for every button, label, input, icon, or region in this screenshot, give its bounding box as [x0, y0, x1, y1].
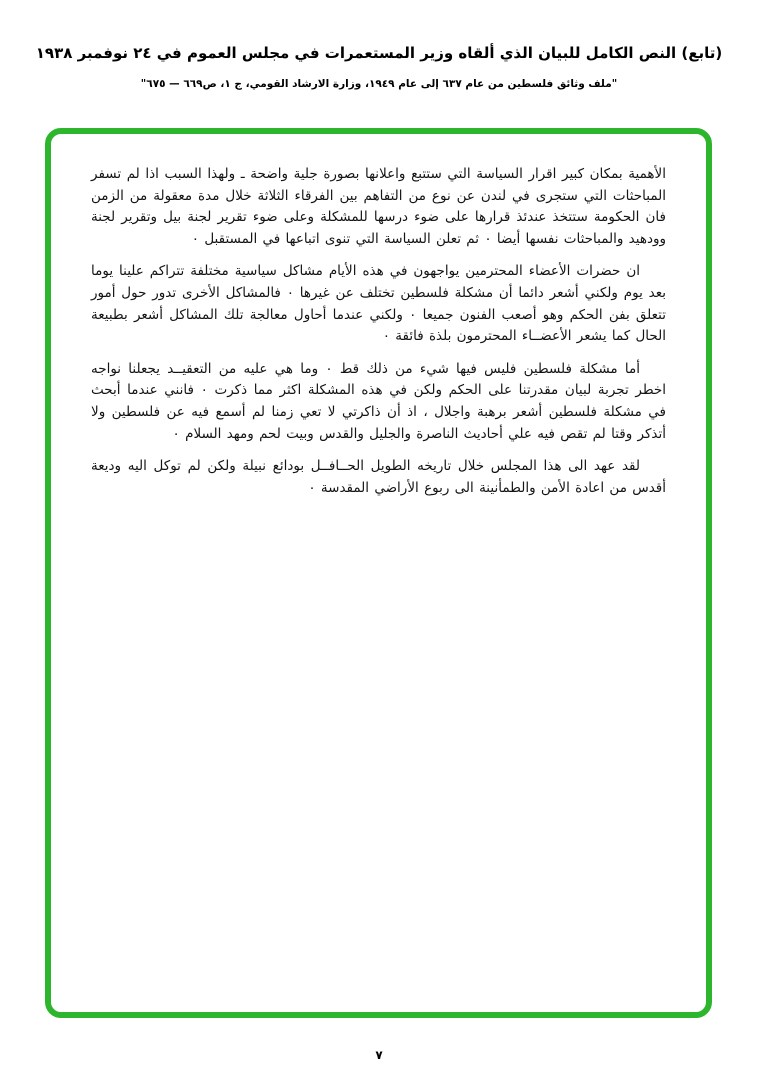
- source-citation: "ملف وثائق فلسطين من عام ٦٣٧ إلى عام ١٩٤٩، وزارة الارشاد القومي، ج ١، ص٦٦٩ — ٦٧٥": [140, 78, 618, 90]
- page-title: (تابع) النص الكامل للبيان الذي ألقاه وزير المستعمرات في مجلس العموم في ٢٤ نوفمبر ١٩٣٨: [35, 44, 723, 62]
- paragraph: ان حضرات الأعضاء المحترمين يواجهون في هذه الأيام مشاكل سياسية مختلفة تتراكم علينا يوما بعد يوم ولكني أشعر دائما أن مشكلة فلسطين تختلف عن غيرها ٠ فالمشاكل الأخرى تدور حول أمور تتعلق بفن الحكم وهو أصعب الفنون جميعا ٠ ولكني عندما أحاول معالجة تلك المشاكل أشعر بطبيعة الحال كما يشعر الأعضــاء المحترمون بلذة فائقة ٠: [91, 263, 667, 345]
- content-frame: [45, 128, 712, 1018]
- paragraph: الأهمية بمكان كبير اقرار السياسة التي ستتبع واعلانها بصورة جلية واضحة ـ ولهذا السبب اذا لم تسفر المباحثات التي ستجرى في لندن عن نوع من التفاهم بين الفرقاء الثلاثة خلال مدة معقولة من الزمن فان الحكومة ستتخذ عندئذ قرارها على ضوء درسها للمشكلة وعلى ضوء تقرير لجنة بيل وتقرير لجنة وودهيد والمباحثات نفسها أيضا ٠ ثم تعلن السياسة التي تنوى اتباعها في المستقبل ٠: [91, 166, 666, 247]
- paragraph: لقد عهد الى هذا المجلس خلال تاريخه الطويل الحــافــل بودائع نبيلة ولكن لم توكل اليه وديعة أقدس من اعادة الأمن والطمأنينة الى ربوع الأراضي المقدسة ٠: [91, 458, 666, 496]
- paragraph: أما مشكلة فلسطين فليس فيها شيء من ذلك قط ٠ وما هي عليه من التعقيــد يجعلنا نواجه اخطر تجربة لبيان مقدرتنا على الحكم ولكن في هذه المشكلة اكثر مما ذكرت ٠ فانني عندما أبحث في مشكلة فلسطين أشعر برهبة واجلال ، اذ أن ذاكرتي لا تعي زمنا لم أسمع فيه عن فلسطين ولا أتذكر وقتا لم تقص فيه علي أحاديث الناصرة والجليل والقدس وبيت لحم ومهد السلام ٠: [91, 360, 666, 442]
- page-number: ٧: [375, 1048, 383, 1062]
